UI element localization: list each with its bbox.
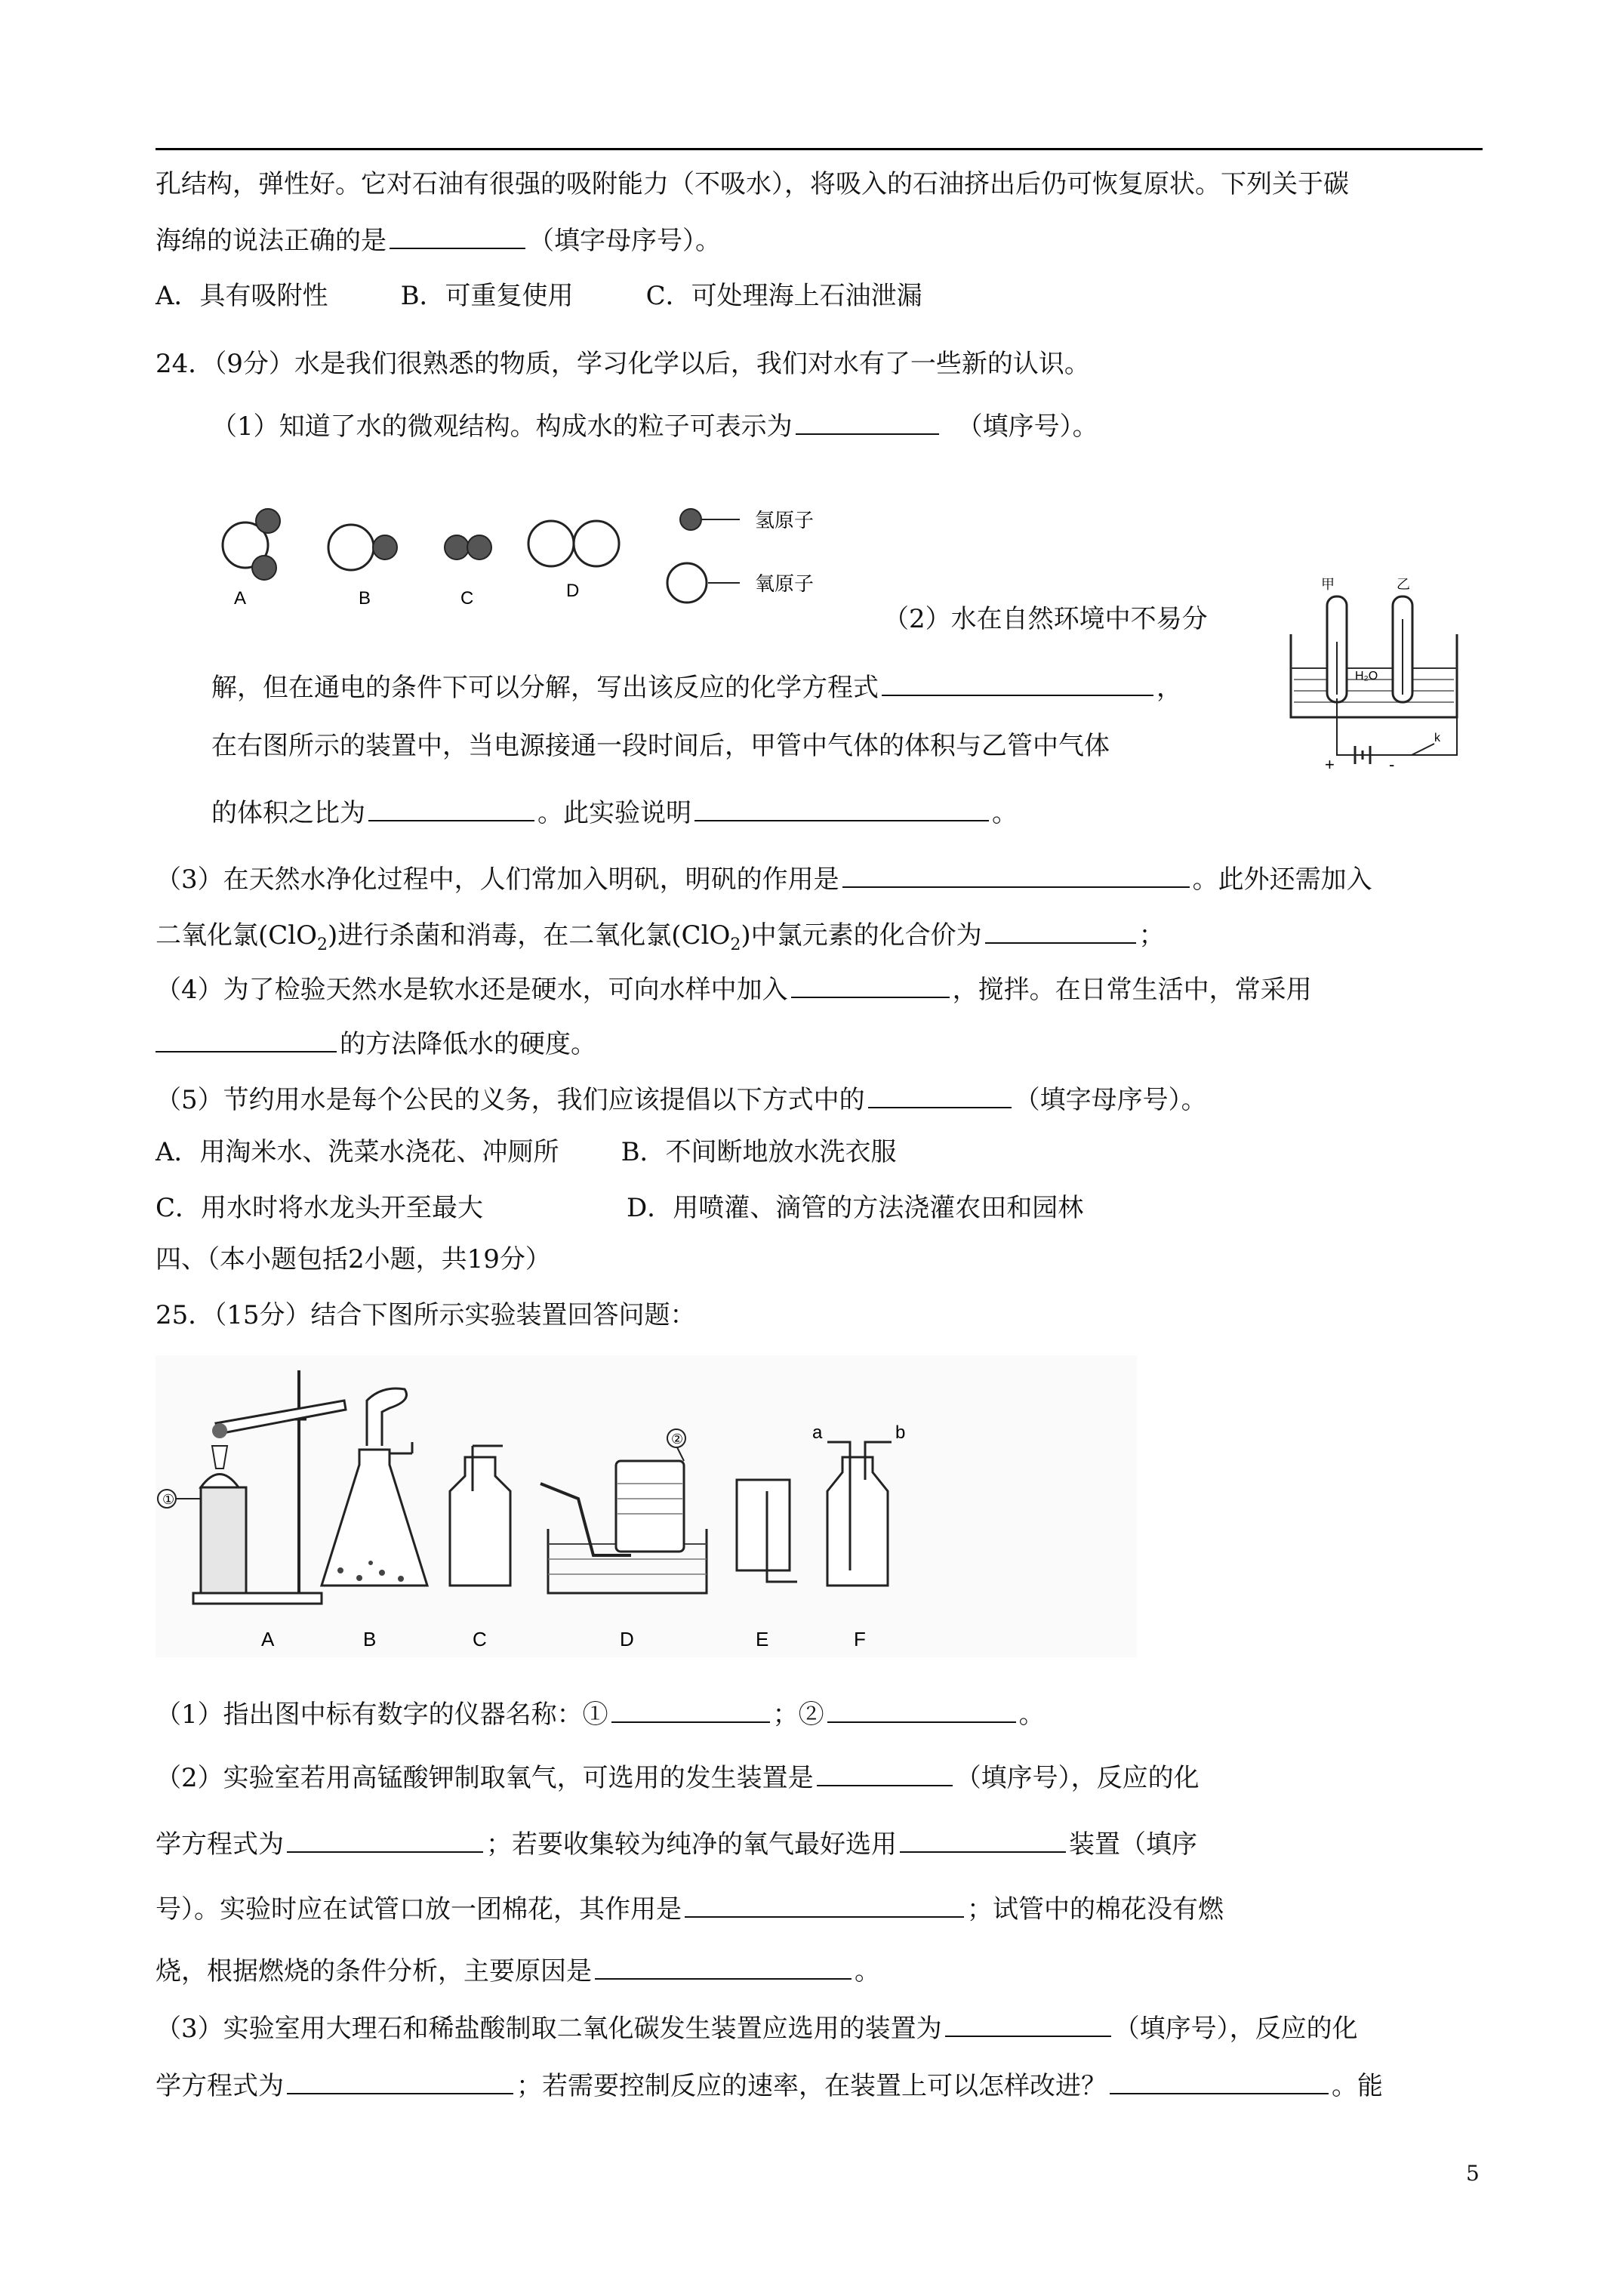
q25-part2-line1: （2）实验室若用高锰酸钾制取氧气，可选用的发生装置是 （填序号），反应的化 bbox=[156, 1759, 1200, 1795]
answer-blank[interactable] bbox=[945, 2010, 1111, 2037]
text-line-1: 孔结构，弹性好。它对石油有很强的吸附能力（不吸水），将吸入的石油挤出后仍可恢复原状。下列关于碳 bbox=[156, 169, 1349, 199]
q24-options-ab bbox=[156, 1136, 897, 1169]
svg-text:A: A bbox=[261, 1628, 275, 1650]
answer-blank[interactable] bbox=[390, 222, 525, 249]
svg-text:氧原子: 氧原子 bbox=[755, 572, 815, 595]
svg-text:k: k bbox=[1434, 732, 1440, 744]
option-b: B．可重复使用 bbox=[400, 281, 574, 311]
option-c: C．用水时将水龙头开至最大 bbox=[156, 1193, 484, 1223]
svg-text:②: ② bbox=[671, 1432, 684, 1447]
svg-text:E: E bbox=[756, 1628, 769, 1650]
answer-blank[interactable] bbox=[868, 1081, 1012, 1108]
svg-text:C: C bbox=[473, 1628, 487, 1650]
q24-part2-line3: 在右图所示的装置中，当电源接通一段时间后，甲管中气体的体积与乙管中气体 bbox=[211, 731, 1110, 761]
svg-text:b: b bbox=[895, 1422, 906, 1443]
svg-text:H₂O: H₂O bbox=[1355, 670, 1378, 683]
options-line bbox=[156, 279, 922, 313]
svg-text:氢原子: 氢原子 bbox=[755, 509, 815, 532]
svg-text:B: B bbox=[359, 588, 371, 609]
svg-text:A: A bbox=[234, 588, 247, 609]
answer-blank[interactable] bbox=[1110, 2067, 1329, 2094]
question-24-title: 24．（9分）水是我们很熟悉的物质，学习化学以后，我们对水有了一些新的认识。 bbox=[156, 349, 1090, 379]
option-c: C．可处理海上石油泄漏 bbox=[645, 281, 922, 311]
answer-blank[interactable] bbox=[791, 971, 950, 998]
q25-part2-line2: 学方程式为 ；若要收集较为纯净的氧气最好选用 装置（填序 bbox=[156, 1826, 1197, 1861]
option-b: B．不间断地放水洗衣服 bbox=[621, 1137, 897, 1167]
answer-blank[interactable] bbox=[368, 794, 534, 821]
answer-blank[interactable] bbox=[900, 1826, 1066, 1853]
svg-text:+: + bbox=[1325, 755, 1335, 774]
answer-blank[interactable] bbox=[694, 794, 989, 821]
q24-part2-line2: 解，但在通电的条件下可以分解，写出该反应的化学方程式 ， bbox=[211, 669, 1182, 704]
option-d: D．用喷灌、滴管的方法浇灌农田和园林 bbox=[627, 1193, 1084, 1223]
svg-text:-: - bbox=[1389, 755, 1395, 774]
svg-text:C: C bbox=[460, 588, 474, 609]
molecule-d bbox=[528, 521, 619, 601]
q24-part4-line2: 的方法降低水的硬度。 bbox=[156, 1025, 596, 1061]
q24-part2-start: （2）水在自然环境中不易分 bbox=[883, 604, 1208, 634]
svg-text:甲: 甲 bbox=[1321, 577, 1335, 592]
q24-part5: （5）节约用水是每个公民的义务，我们应该提倡以下方式中的 （填字母序号）。 bbox=[156, 1081, 1207, 1117]
q24-part1: （1）知道了水的微观结构。构成水的粒子可表示为 （填序号）。 bbox=[211, 408, 1098, 443]
svg-text:①: ① bbox=[162, 1492, 175, 1507]
legend bbox=[667, 509, 814, 603]
option-a: A．用淘米水、洗菜水浇花、冲厕所 bbox=[156, 1137, 559, 1167]
q25-part2-line4: 烧，根据燃烧的条件分析，主要原因是 。 bbox=[156, 1952, 880, 1988]
answer-blank[interactable] bbox=[796, 408, 939, 435]
answer-blank[interactable] bbox=[817, 1759, 953, 1786]
q24-part2-line4: 的体积之比为 。此实验说明 。 bbox=[211, 794, 1018, 830]
answer-blank[interactable] bbox=[685, 1891, 964, 1918]
svg-text:乙: 乙 bbox=[1397, 577, 1410, 592]
q25-part2-line3: 号）。实验时应在试管口放一团棉花，其作用是 ；试管中的棉花没有燃 bbox=[156, 1891, 1224, 1926]
svg-text:a: a bbox=[812, 1422, 823, 1443]
answer-blank[interactable] bbox=[611, 1696, 770, 1723]
answer-blank[interactable] bbox=[156, 1025, 337, 1052]
text-line-2: 海绵的说法正确的是 （填字母序号）。 bbox=[156, 222, 721, 257]
q24-part3-line2: 二氧化氯(ClO$_2$)进行杀菌和消毒，在二氧化氯(ClO$_2$)中氯元素的化合价为 ； bbox=[156, 917, 1165, 962]
q25-part3-line2: 学方程式为 ；若需要控制反应的速率，在装置上可以怎样改进？ 。能 bbox=[156, 2067, 1383, 2103]
svg-text:F: F bbox=[854, 1628, 866, 1650]
option-a: A．具有吸附性 bbox=[156, 281, 328, 311]
answer-blank[interactable] bbox=[985, 917, 1136, 944]
answer-blank[interactable] bbox=[287, 2067, 513, 2094]
section-4-heading: 四、（本小题包括2小题，共19分） bbox=[156, 1244, 551, 1274]
svg-text:D: D bbox=[620, 1628, 634, 1650]
apparatus-figure bbox=[156, 1355, 1137, 1657]
answer-blank[interactable] bbox=[595, 1952, 852, 1980]
svg-text:B: B bbox=[363, 1628, 377, 1650]
answer-blank[interactable] bbox=[842, 861, 1190, 888]
answer-blank[interactable] bbox=[827, 1696, 1016, 1723]
molecule-figure bbox=[211, 491, 876, 619]
header-rule bbox=[156, 148, 1483, 150]
q24-part3-line1: （3）在天然水净化过程中，人们常加入明矾，明矾的作用是 。此外还需加入 bbox=[156, 861, 1372, 896]
molecule-c bbox=[445, 535, 491, 609]
q24-part4-line1: （4）为了检验天然水是软水还是硬水，可向水样中加入 ，搅拌。在日常生活中，常采用 bbox=[156, 971, 1312, 1006]
q25-part1: （1）指出图中标有数字的仪器名称：① ；② 。 bbox=[156, 1696, 1045, 1731]
answer-blank[interactable] bbox=[287, 1826, 483, 1853]
svg-text:D: D bbox=[566, 581, 580, 601]
q25-part3-line1: （3）实验室用大理石和稀盐酸制取二氧化碳发生装置应选用的装置为 （填序号），反应的化 bbox=[156, 2010, 1358, 2045]
electrolysis-figure bbox=[1283, 566, 1464, 778]
q24-options-cd bbox=[156, 1191, 1083, 1225]
question-25-title: 25．（15分）结合下图所示实验装置回答问题： bbox=[156, 1300, 696, 1330]
answer-blank[interactable] bbox=[882, 669, 1153, 696]
page-number: 5 bbox=[1466, 2161, 1480, 2186]
molecule-b bbox=[328, 525, 397, 609]
molecule-a bbox=[223, 509, 280, 609]
